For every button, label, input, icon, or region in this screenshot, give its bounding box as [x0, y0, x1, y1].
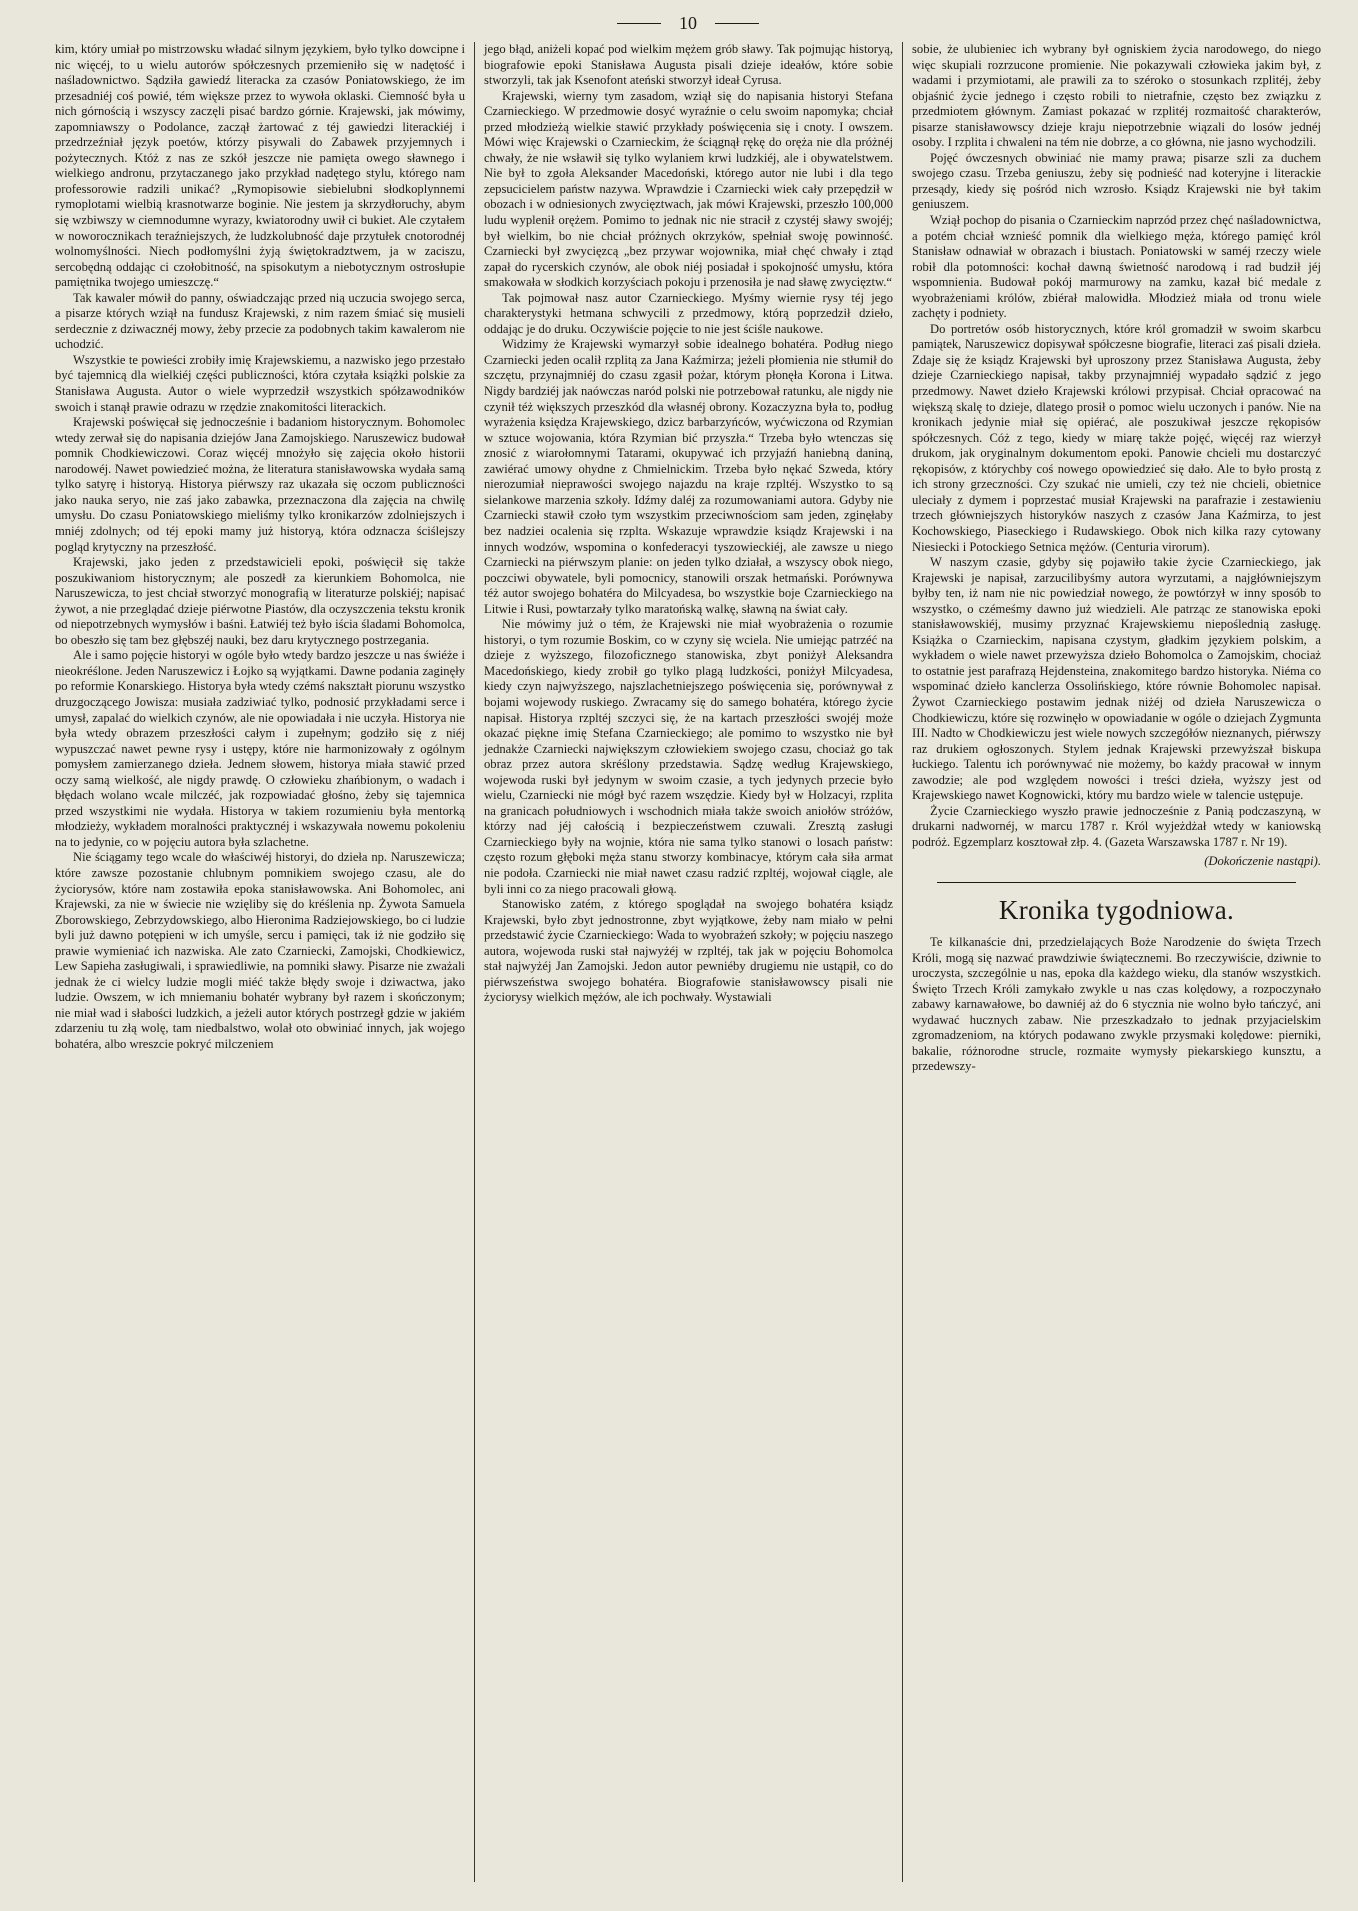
paragraph: Nie ściągamy tego wcale do właściwéj historyi, do dzieła np. Naruszewicza; które zawsze pozostanie chlubnym pomnikiem swojego czasu, ale do życiorysów, które nam zostawiła epoka stanisławowska. Ani Bohomolec, ani Krajewski, za nie w świecie nie wzięliby się do kréślenia np. Żywota Samuela Zborowskiego, Zebrzydowskiego, albo Hieronima Radziejowskiego, bo ci ludzie byli już dawno potępieni w ich umyśle, sercu i pamięci, tak iż nie godziło się prawie wymieniać ich nazwiska. Ale zato Czarniecki, Zamojski, Chodkiewicz, Lew Sapieha zasługiwali, i sprawiedliwie, na pomniki sławy. Pisarze nie zważali jednak że ci wielcy ludzie mogli miéć także błędy swoje i dziwactwa, jako ludzie. Owszem, w ich mniemaniu bohatér wybrany był razem i skończonym; nie miał wad i słabości ludzkich, a jeżeli autor których postrzegł gdzie w jakiém zdarzeniu tu złą wolę, tam niedbalstwo, wolał oto obwiniać innych, jak wojego bohatéra, albo wreszcie pokryć milczeniem	[55, 850, 465, 1051]
paragraph: Widzimy że Krajewski wymarzył sobie idealnego bohatéra. Podług niego Czarniecki jeden ocalił rzplitą za Jana Kaźmirza; jeżeli płomienia nie stłumił do szczętu, przynajmniéj do czasu zgasił pożar, którym płonęła Korona i Litwa. Nigdy bardziéj jak naówczas naród polski nie potrzebował ratunku, ale nigdy nie czynił téż większych przeszkód dla własnéj obrony. Kozaczyzna była to, podług wyrażenia księdza Krajewskiego, dzicz barbarzyńców, wyćwiczona od Rzymian w sztuce wojowania, która Rzymian bić przyszła.“ Trzeba było wtenczas się znosić z wiarołomnymi Tatarami, okupywać ich przyjaźń haniebną daniną, zawiérać umowy ohydne z Chmielnickim. Trzeba było nękać Szweda, który nierozumiał nieprawości swojego najazdu na kraje rzpltéj. Wszystko to są sielankowe marzenia szkoły. Idźmy daléj za rozumowaniami autora. Gdyby nie Czarniecki stawił czoło tym wszystkim przeciwnościom sam jeden, zginęłaby bez nadziei ocalenia się rzplta. Wskazuje wprawdzie ksiądz Krajewski i na innych wodzów, wspomina o konfederacyi tyszowieckiéj, ale zawsze u niego Czarniecki na piérwszym planie: on jeden tylko działał, a wszyscy obok niego, poczciwi obywatele, byli pomocnicy, stanowili orszak hetmański. Porównywa téż autor swojego bohatéra do Milcyadesa, bo wszystkie boje Czarnieckiego na Litwie i Rusi, powtarzały tylko maratońską walkę, sławną na świat cały.	[484, 337, 893, 616]
column-left	[46, 42, 474, 1882]
header-rule-right	[715, 23, 759, 24]
paragraph: Te kilkanaście dni, przedzielających Boże Narodzenie do święta Trzech Króli, mogą się nazwać prawdziwie świątecznemi. Bo rzeczywiście, dziwnie to uroczysta, szczególnie u nas, epoka dla każdego wieku, dla stanów wszystkich. Święto Trzech Króli zamykało zwykle u nas czas kolędowy, a rozpoczynało zabawy karnawałowe, bo dawniéj aż do 6 stycznia nie wolno było tańczyć, ani wydawać hucznych zabaw. Nie przeszkadzało to jednak przyjacielskim zgromadzeniom, na których podawano zwykle przysmaki kolędowe: pierniki, bakalie, różnorodne strucle, rozmaite wymysły piekarskiego kunsztu, a przedewszy-	[912, 934, 1321, 1074]
column-right	[902, 42, 1330, 1882]
paragraph: Ale i samo pojęcie historyi w ogóle było wtedy bardzo jeszcze u nas świéże i nieokréślone. Jeden Naruszewicz i Łojko są wyjątkami. Dawne podania zaginęły po reformie Konarskiego. Historya była wtedy czémś nakształt piorunu wszystko druzgoczącego Jowisza: musiała zadziwiać tylko, podnosić przykładami serce i umysł, zapalać do wielkich czynów, ale nie opowiadała i nie uczyła. Historya nie była wtedy obrazem przeszłości całym i zupełnym; godziło się z niéj wypuszczać nawet pewne rysy i ustępy, które nie harmonizowały z ogólnym pomysłem zamierzanego dzieła. Jednem słowem, historya miała stawić przed oczy samą wielkość, ale nigdy prawdę. O człowieku zhańbionym, o wadach i błędach wolano wcale milczéć, jak rozpowiadać głośno, żeby się tajemnica przed wszystkimi nie wydała. Historya w takiem rozumieniu była mentorką młodzieży, wykładem moralności praktycznéj i wskazywała nowemu pokoleniu na to jedynie, co w pojęciu autora była szlachetne.	[55, 648, 465, 849]
paragraph: Wziął pochop do pisania o Czarnieckim naprzód przez chęć naśladownictwa, a potém chciał wznieść pomnik dla wielkiego męża, którego pamięć król Stanisław odnawiał w obrazach i biustach. Poniatowski w saméj rzeczy wiele robił dla potomności: kochał dawną świetność narodową i rad budził jéj wspomnienia. Budował pokój marmurowy na zamku, kazał bić medale z wyobrażeniami królów, zbiérał malowidła. Młodzież miała od tronu wiele zachęty i podniety.	[912, 213, 1321, 321]
paragraph: jego błąd, aniżeli kopać pod wielkim mężem grób sławy. Tak pojmując historyą, biografowie epoki Stanisława Augusta pisali dzieje ideałów, które sobie stworzyli, tak jak Ksenofont ateński stworzył ideał Cyrusa.	[484, 42, 893, 88]
continuation-note: (Dokończenie nastąpi).	[1204, 854, 1321, 869]
paragraph: Wszystkie te powieści zrobiły imię Krajewskiemu, a nazwisko jego przestało być tajemnicą dla wielkiéj części publiczności, która czytała książki polskie za Stanisława Augusta. Autor o wiele wyprzedził wszystkich spółzawodników swoich i stanął prawie odrazu w rzędzie znakomitości literackich.	[55, 352, 465, 414]
paragraph: Do portretów osób historycznych, które król gromadził w swoim skarbcu pamiątek, Naruszewicz dopisywał spółczesne biografie, literaci zaś pisali dzieła. Zdaje się że ksiądz Krajewski był uproszony przez Stanisława Augusta, żeby dzieje Czarnieckiego napisał, takby przynajmniéj wypadało sądzić z jego przedmowy. Nawet dzieło Krajewski królowi przypisał. Chciał opracować na większą skalę to dzieje, dlatego prosił o pomoc wielu uczonych i panów. Nie na kronikach jedynie miał się opiérać, ale poszukiwał jeszcze rękopisów spółczesnych. Cóż z tego, kiedy w miarę także pojęć, więcéj raz wierzył drukom, jak oryginalnym dokumentom epoki. Panowie chcieli mu dostarczyć rękopisów, z którychby coś nowego opowiedzieć się dało. Ale to było prostą z ich strony grzeczności. Czy szukać nie umieli, czy też nie chcieli, obietnice uleciały z dymem i poprzestać musiał Krajewski na parafrazie i zestawieniu trzech główniejszych historyków naszych z czasów Jana Kaźmirza, to jest Kochowskiego, Piaseckiego i Rudawskiego. Obok nich kilka razy cytowany Niesiecki i Potockiego Setnica mężów. (Centuria virorum).	[912, 321, 1321, 554]
column-middle	[474, 42, 902, 1882]
paragraph: Krajewski, jako jeden z przedstawicieli epoki, poświęcił się także poszukiwaniom historycznym; ale poszedł za kierunkiem Bohomolca, nie Naruszewicza, to jest chciał stworzyć monografią w literaturze polskiéj; napisać żywot, a nie przeglądać dzieje piérwotne Piastów, dla oczyszczenia tekstu kronik od niepotrzebnych wymysłów i baśni. Łatwiéj też było iścia śladami Bohomolca, bo obeszło się tam bez głębszéj nauki, bez daru krytycznego postrzegania.	[55, 555, 465, 647]
paragraph: Życie Czarnieckiego wyszło prawie jednocześnie z Panią podczaszyną, w drukarni nadwornéj, w marcu 1787 r. Król wyjeżdżał wtedy w kaniowską podróż. Egzemplarz kosztował złp. 4. (Gazeta Warszawska 1787 r. Nr 19).	[912, 803, 1321, 849]
header-rule-left	[617, 23, 661, 24]
page-header	[46, 8, 1330, 38]
chronicle-title: Kronika tygodniowa.	[998, 894, 1235, 925]
paragraph: Tak pojmował nasz autor Czarnieckiego. Myśmy wiernie rysy téj jego charakterystyki hetmana schwycili z przedmowy, którą poprzedził dzieło, oddając je do druku. Oczywiście pojęcie to nie jest ściśle naukowe.	[484, 290, 893, 336]
paragraph: Krajewski, wierny tym zasadom, wziął się do napisania historyi Stefana Czarnieckiego. W przedmowie dosyć wyraźnie o celu swoim napomyka; chciał przed młodzieżą wielkie stawić przykłady poświęcenia się i cnoty. I owszem. Mówi więc Krajewski o Czarnieckim, że ściągnął rękę do oręża nie dla próżnéj chwały, że nie wsławił się tylko wylaniem krwi ludzkiéj, ale i obywatelstwem. Nie był to zgoła Aleksander Macedoński, którego autor nie lubi i dla tego zepsucicielem państw nazywa. Wprawdzie i Czarniecki wiek cały przepędził w obozach i w odniesionych zwycięztwach, jak mówi Krajewski, przeszło 100,000 ludu wyplenił orężem. Pomimo to jednak nic nie stracił z czystéj sławy swojéj; był wielkim, bo nie chciał próżnych okrzyków, spełniał swoję powinność. Czarniecki był zwycięzcą „bez przywar wojownika, miał chęć chwały i ztąd zapał do rycerskich czynów, ale obok niéj posiadał i spokojność umysłu, która smakowała w słodkich korzyściach pokoju i przenosiła je nad sławę zwycięztw.“	[484, 88, 893, 290]
paragraph: kim, który umiał po mistrzowsku władać silnym językiem, było tylko dowcipne i nic więcéj, to u wielu autorów spółczesnych przemieniło się w nadętość i naśladownictwo. Sądziła gawiedź literacka za czasów Poniatowskiego, że im przesadniéj coś powié, tém większe przez to wywoła oklaski. Ciemność była u nich górnością i wszyscy zaczęli pisać bardzo górnie. Krajewski, jak mówimy, zapomniawszy o Podolance, zaczął żartować z téj gawiedzi literackiéj i przedrzeźniał język poetów, którzy pisywali do Zabawek przyjemnych i pożytecznych. Któż z nas ze szkół jeszcze nie pamięta owego sławnego i wielkiego andronu, przytaczanego jako przykład nadętego stylu, którego nam professorowie radzili unikać? „Rymopisowie siebielubni słodkoplynnemi rymoplotami wielbią krasnotwarze boginie. Nie jestem ja skrzydłoruchy, abym się wzbiwszy w ciemnodumne wyrazy, kwiatorodny uwił ci bukiet. Ale czytałem w noworocznikach teraźniejszych, że ludzkolubność daje przytułek cnotorodnéj wolnomyślności. Niech podłomyślni żyją świętokradztwem, ja w zaciszu, sercobędną oddając ci czołobitność, na spisokutym a niebotycznym ostrosłupie pamiętnika twojego umieszczę.“	[55, 42, 465, 290]
paragraph: Nie mówimy już o tém, że Krajewski nie miał wyobrażenia o rozumie historyi, o tym rozumie Boskim, co w czyny się wciela. Nie umiejąc patrzéć na dzieje z wyższego, filozoficznego stanowiska, zbyt poniżył Aleksandra Macedońskiego, kiedy zrobił go tylko plagą ludzkości, poniżył Milcyadesa, kiedy czyn najwyższego, najszlachetniejszego poświęcenia się, porównywał z bojami wojewody ruskiego. Zwracamy się do samego bohatéra, którego życie napisał. Historya rzpltéj szczyci się, że na kartach przeszłości swojéj może okazać piękne imię Stefana Czarnieckiego; ale pomimo to wszystko nie był jednakże Czarniecki największym człowiekiem swojego czasu, chociaż go tak obraz przez autora skréślony przedstawia. Sądzę według Krajewskiego, wojewoda ruski był jedynym w swoim czasie, a tych jedynych przecie było wielu, Czarniecki nie mógł być razem wszędzie. Kiedy był w Holzacyi, rzplita na granicach południowych i wschodnich miała także swoich aniołów stróżów, którzy nad jéj całością i bezpieczeństwem czuwali. Zresztą zasługi Czarnieckiego były na wojnie, która nie sama tylko stanowi o losach państw: często rozum głęboki męża stanu stworzy kombinacye, którym cała siła armat nie podoła. Czarniecki nie miał nawet czasu radzić rzpltéj, wojował ciągle, ale byli inni co za niego pracowali głową.	[484, 617, 893, 896]
paragraph: Stanowisko zatém, z którego spoglądał na swojego bohatéra ksiądz Krajewski, było zbyt jednostronne, zbyt wyjątkowe, żeby nam miało w pełni przedstawić życie Czarnieckiego: Wada to wyobrażeń szkoły; w pojęciu naszego autora, wojewoda ruski stał najwyżéj w rzpltéj, tak jak w pojęciu Bohomolca stał najwyżéj Jan Zamojski. Jedon autor pewniéby drugiemu nie ustąpił, co do piérwszeństwa swojego bohatéra. Biografowie stanisławowscy pisali nie życiorysy wielkich mężów, ale ich pochwały. Wystawiali	[484, 897, 893, 1005]
article-columns	[46, 42, 1330, 1882]
section-divider	[937, 882, 1297, 883]
paragraph: Tak kawaler mówił do panny, oświadczając przed nią uczucia swojego serca, a pisarze których wziął na fundusz Krajewski, z nim razem śmiać się musieli serdecznie z dziwacznéj mowy, żeby przecie za podobnych takim kawalerom nie uchodzić.	[55, 290, 465, 352]
paragraph: Krajewski poświęcał się jednocześnie i badaniom historycznym. Bohomolec wtedy zerwał się do napisania dziejów Jana Zamojskiego. Naruszewicz budował pomnik Chodkiewiczowi. Coraz więcéj mnożyło się zajęcia około historii narodowéj. Nawet powiedzieć można, że literatura stanisławowska wydała samą tylko satyrę i historyą. Historya piérwszy raz ukazała się oczom publiczności jako nauka seryo, nie zaś jako zabawka, przeznaczona dla zajęcia na chwilę umysłu. Do czasu Poniatowskiego mieliśmy tylko kronikarzów zdolniejszych i mniéj zdolnych; od téj epoki mamy już historyą, która odznacza ściślejszy pogląd krytyczny na przeszłość.	[55, 415, 465, 554]
paragraph: W naszym czasie, gdyby się pojawiło takie życie Czarnieckiego, jak Krajewski je napisał, zarzucilibyśmy autora wyrzutami, a najgłówniejszym byłby ten, iż nam nie nic powiedział nowego, że powtórzył w inny sposób to wszystko, o czémeśmy dawno już wiedzieli. Ale patrząc ze stanowiska epoki stanisławowskiéj, musimy przyznać Krajewskiemu niepoślednią zasługę. Książka o Czarnieckim, napisana czystym, gładkim językiem polskim, a wykładem o wiele nawet przewyższa dzieło Bohomolca o Zamojskim, chociaż to ostatnie jest parafrazą Hejdensteina, znakomitego bardzo historyka. Niéma co wspominać dzieło kanclerza Ossolińskiego, które równie Bohomolec napisał. Żywot Czarnieckiego postawim jednak niżéj od dzieła Naruszewicza o Chodkiewiczu, które się rozwinęło w opowiadanie w ogóle o dziejach Zygmunta III. Nadto w Chodkiewiczu jest wiele nowych szczegółów nieznanych, piérwszy raz drukiem ogłoszonych. Stylem jednak Krajewski przewyższał biskupa łuckiego. Talentu ich porównywać nie możemy, bo każdy pracował w innym zawodzie; ale pod względem nowości i treści dzieła, wyższy jest od Krajewskiego nawet Kognowicki, który mu bardzo wiele w talencie ustępuje.	[912, 555, 1321, 803]
paragraph: Pojęć ówczesnych obwiniać nie mamy prawa; pisarze szli za duchem swojego czasu. Trzeba geniuszu, żeby się podnieść nad koteryjne i literackie przesądy, kiedy się pośród nich wzrosło. Ksiądz Krajewski nie był takim geniuszem.	[912, 150, 1321, 212]
page-number: 10	[679, 12, 697, 33]
paragraph: sobie, że ulubieniec ich wybrany był ogniskiem życia narodowego, do niego więc skupiali rozrzucone promienie. Nie pokazywali człowieka jakim był, z wadami i przymiotami, ale prawili za to széroko o stosunkach rzplitéj, żeby objaśnić życie jednego i często robili to nietrafnie, często bez związku z przedmiotem głównym. Zamiast pokazać w rzplitéj rozmaitość charakterów, pisarze stanisławowscy dzieje kraju niepotrzebnie wiązali do losów jednéj osoby. I rzplita i chwaleni na tém nie dobrze, a co główna, nie jasno wychodzili.	[912, 42, 1321, 150]
